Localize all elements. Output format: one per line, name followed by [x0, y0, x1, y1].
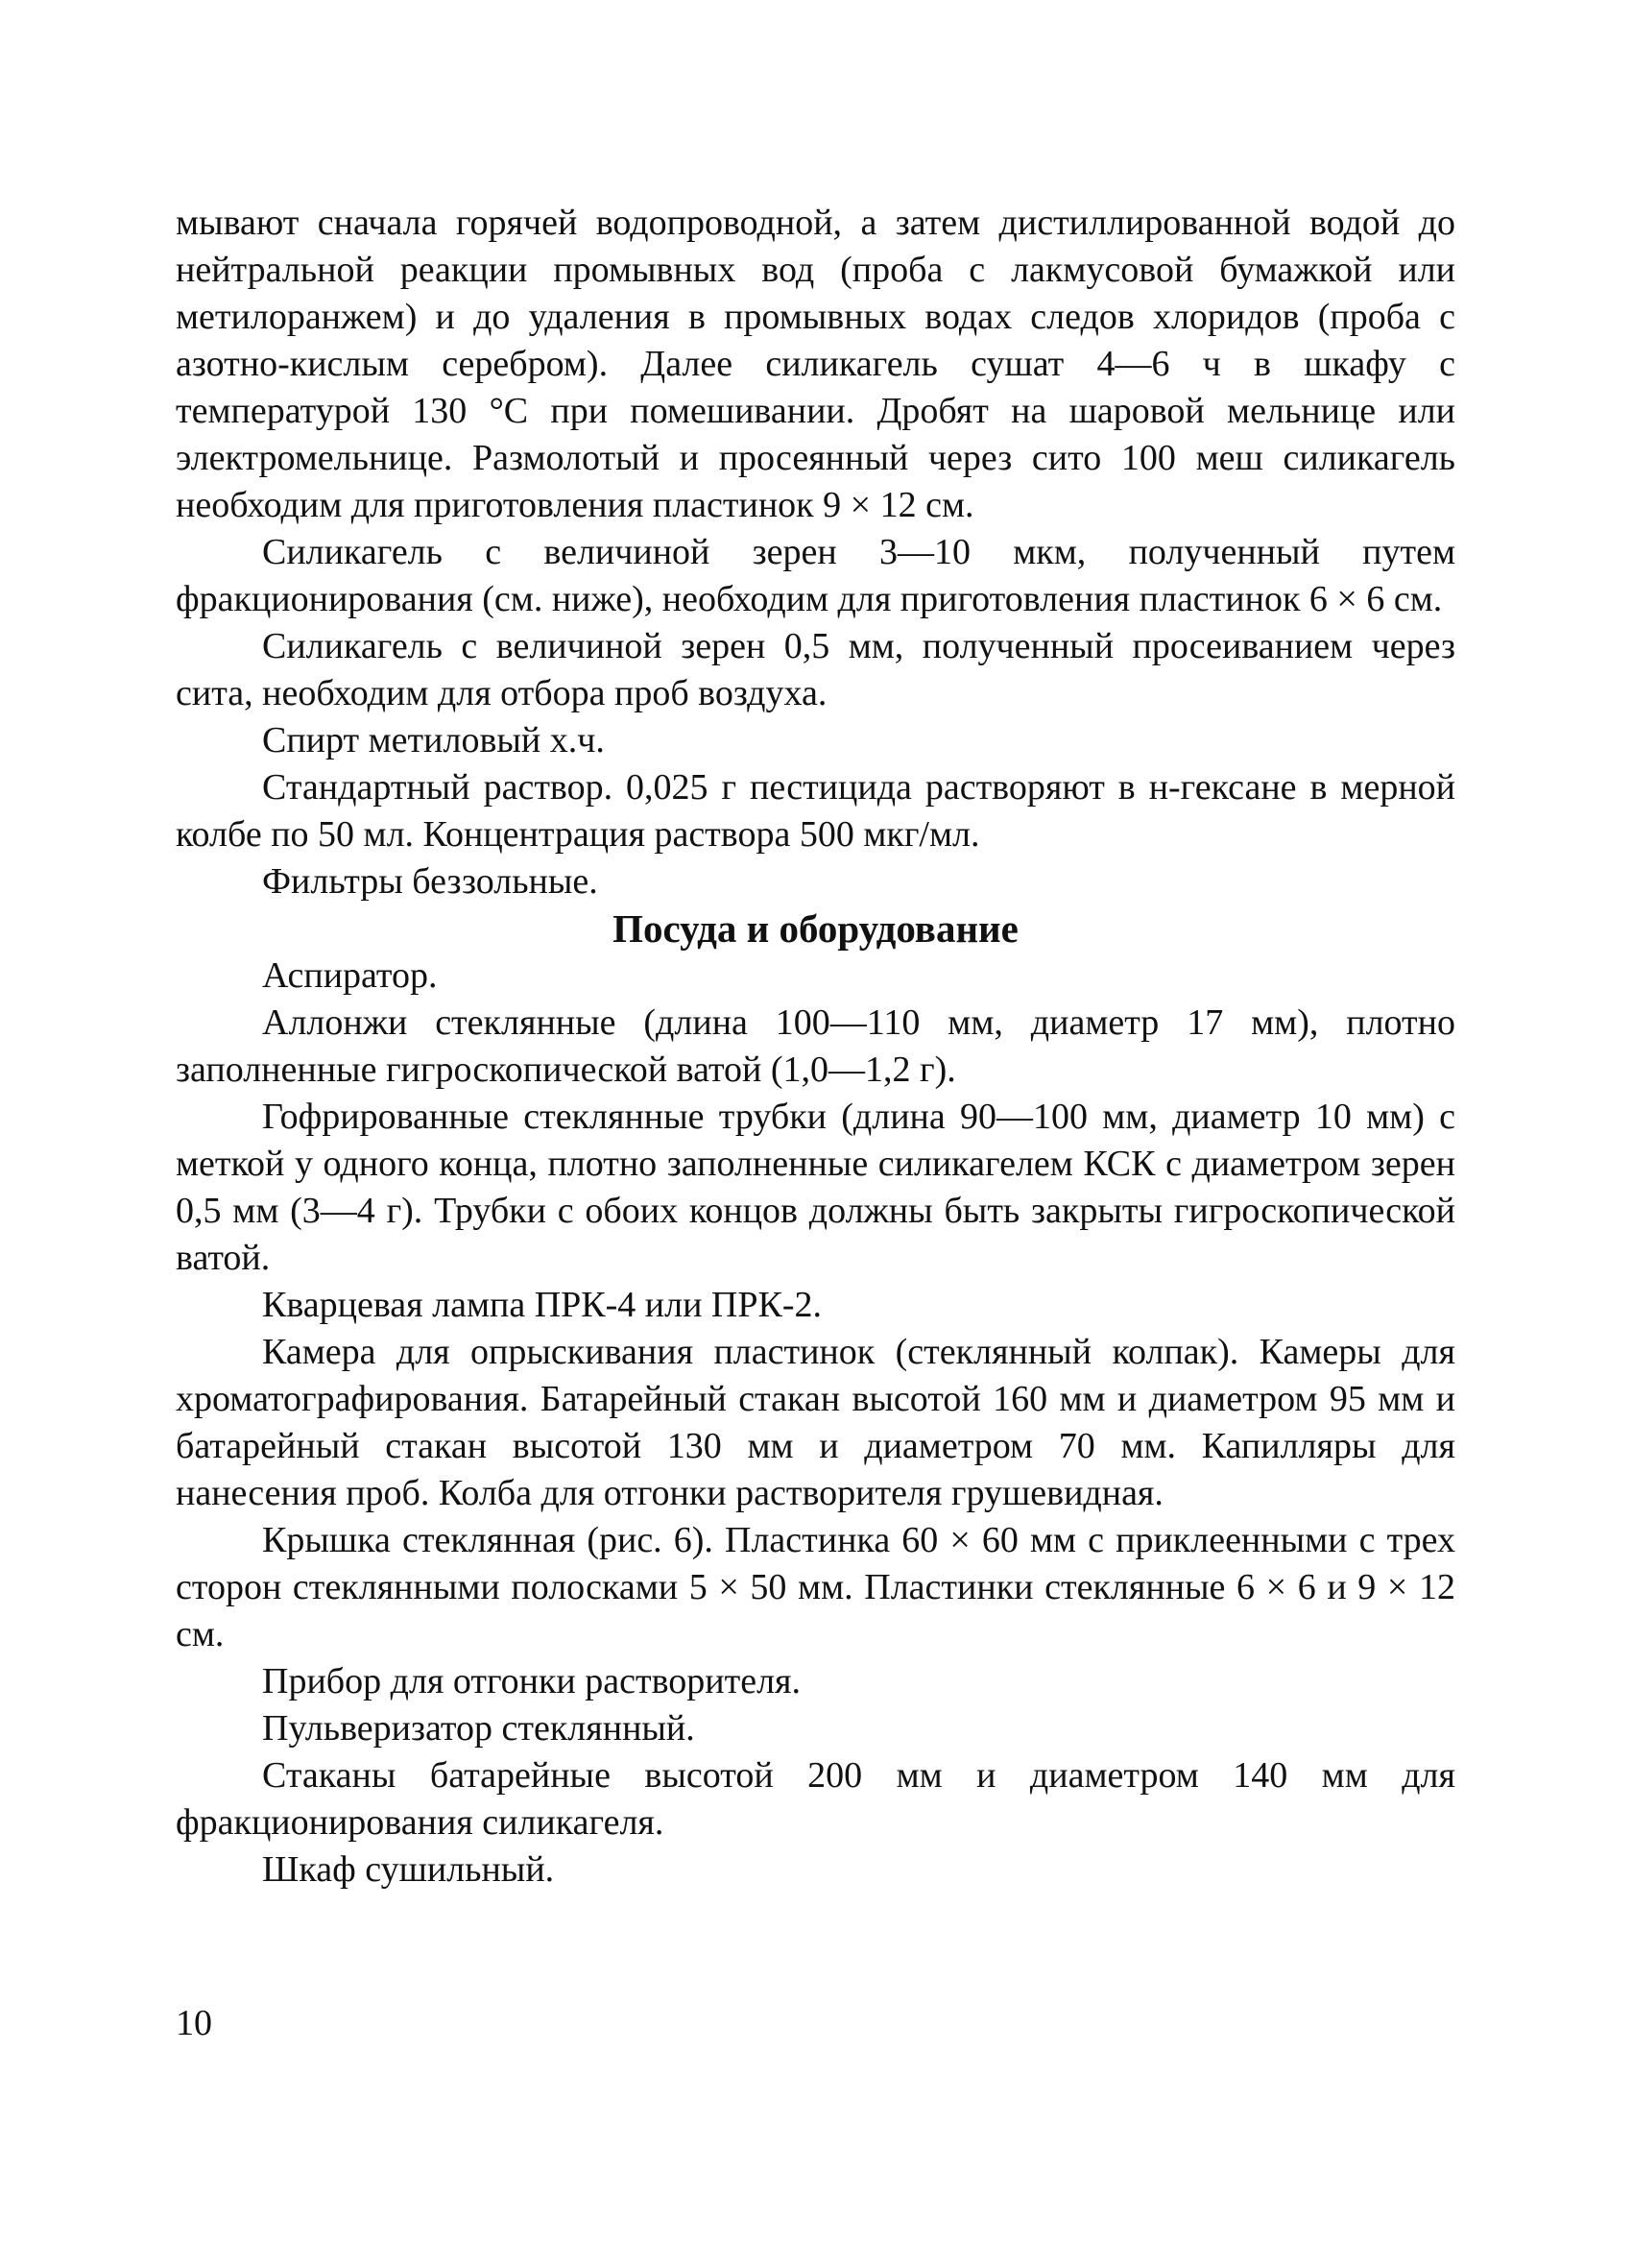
paragraph: Гофрированные стеклянные трубки (длина 90—100 мм, диаметр 10 мм) с меткой у одного конца, плотно заполненные силикагелем КСК с диаметром зерен 0,5 мм (3—4 г). Трубки с обоих концов должны быть закрыты гигроскопической ватой. [176, 1097, 1455, 1278]
paragraph: мывают сначала горячей водопроводной, а затем дистиллированной водой до нейтральной реакции промывных вод (проба с лакмусовой бумажкой или метилоранжем) и до удаления в промывных водах следов хлоридов (проба с азотно-кислым серебром). Далее силикагель сушат 4—6 ч в шкафу с температурой 130 °С при помешивании. Дробят на шаровой мельнице или электромельнице. Размолотый и просеянный через сито 100 меш силикагель необходим для приготовления пластинок 9 × 12 см. [176, 203, 1455, 525]
paragraph: Стандартный раствор. 0,025 г пестицида растворяют в н-гексане в мерной колбе по 50 мл. Концентрация раствора 500 мкг/мл. [176, 767, 1455, 855]
paragraph: Аллонжи стеклянные (длина 100—110 мм, диаметр 17 мм), плотно заполненные гигроскопической ватой (1,0—1,2 г). [176, 1002, 1455, 1090]
paragraph: Спирт метиловый х.ч. [262, 720, 605, 760]
paragraph: Шкаф сушильный. [262, 1849, 555, 1890]
reagents-section [176, 200, 1455, 905]
paragraph: Стаканы батарейные высотой 200 мм и диаметром 140 мм для фракционирования силикагеля. [176, 1755, 1455, 1843]
paragraph: Пульверизатор стеклянный. [262, 1708, 695, 1749]
paragraph: Силикагель с величиной зерен 3—10 мкм, полученный путем фракционирования (см. ниже), необходим для приготовления пластинок 6 × 6 см. [176, 532, 1455, 619]
section-heading: Посуда и оборудование [612, 906, 1019, 951]
paragraph: Крышка стеклянная (рис. 6). Пластинка 60 × 60 мм с приклеенными с трех сторон стеклянными полосками 5 × 50 мм. Пластинки стеклянные 6 × 6 и 9 × 12 см. [176, 1520, 1455, 1654]
page-number: 10 [176, 2003, 212, 2043]
paragraph: Кварцевая лампа ПРК-4 или ПРК-2. [262, 1285, 823, 1325]
paragraph: Аспиратор. [262, 955, 438, 996]
document-page [176, 200, 1455, 1894]
paragraph: Прибор для отгонки растворителя. [262, 1661, 802, 1701]
paragraph: Силикагель с величиной зерен 0,5 мм, полученный просеиванием через сита, необходим для отбора проб воздуха. [176, 626, 1455, 713]
paragraph: Фильтры беззольные. [262, 861, 598, 902]
paragraph: Камера для опрыскивания пластинок (стеклянный колпак). Камеры для хроматографирования. Батарейный стакан высотой 160 мм и диаметром 95 мм и батарейный стакан высотой 130 мм и диаметром 70 мм. Капилляры для нанесения проб. Колба для отгонки растворителя грушевидная. [176, 1332, 1455, 1513]
equipment-section [176, 953, 1455, 1894]
